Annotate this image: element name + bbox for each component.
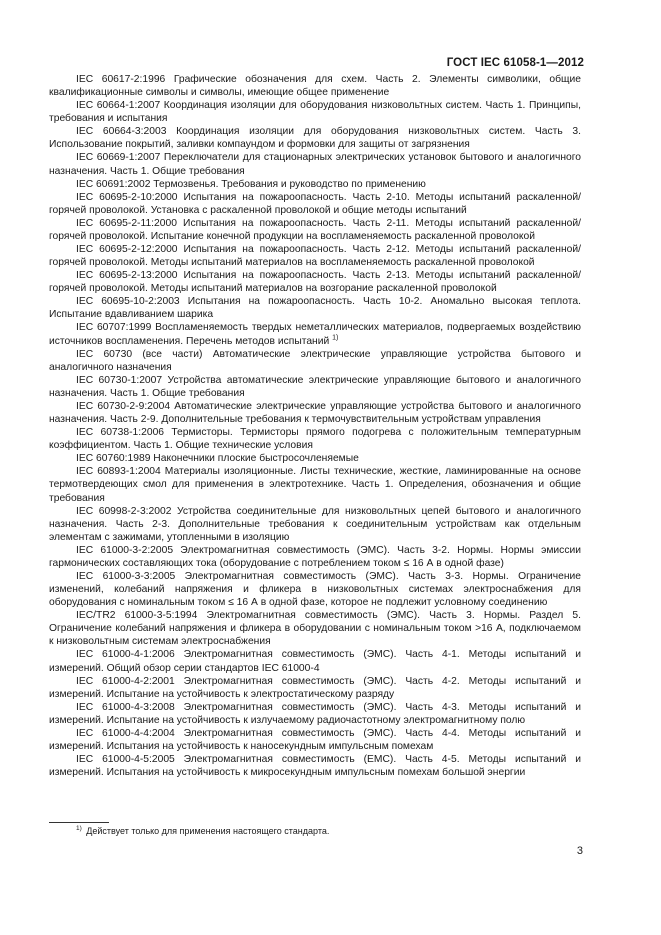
page-number: 3: [576, 845, 583, 857]
reference-item: IEC 60760:1989 Наконечники плоские быстросочленяемые: [76, 453, 359, 465]
reference-item: IEC 61000-4-5:2005 Электромагнитная совместимость (ЕМС). Часть 4-5. Методы испытаний и измерений. Испытания на устойчивость к микросекундным импульсным помехам большой энергии: [49, 754, 581, 779]
reference-item: IEC 60695-2-13:2000 Испытания на пожароопасность. Часть 2-13. Методы испытаний раскаленной/горячей проволокой. Методы испытаний материалов на возгорание раскаленной проволокой: [49, 270, 581, 295]
reference-item: IEC 61000-4-2:2001 Электромагнитная совместимость (ЭМС). Часть 4-2. Методы испытаний и измерений. Испытание на устойчивость к электростатическому разряду: [49, 675, 581, 700]
footnote-divider: [49, 822, 109, 823]
reference-item: IEC 60695-2-12:2000 Испытания на пожароопасность. Часть 2-12. Методы испытаний раскаленной/горячей проволокой. Методы испытаний материалов на воспламеняемость раскаленной проволокой: [49, 244, 581, 269]
reference-item: IEC/TR2 61000-3-5:1994 Электромагнитная совместимость (ЭМС). Часть 3. Нормы. Раздел 5. Ограничение колебаний напряжения и фликера в оборудовании с номинальным током >16 А, подключаемом к низковольтным системам электроснабжения: [49, 610, 581, 648]
reference-item: IEC 60695-2-10:2000 Испытания на пожароопасность. Часть 2-10. Методы испытаний раскаленной/горячей проволокой. Установка с раскаленной проволокой и общие методы испытаний: [49, 191, 581, 216]
reference-item: IEC 60695-10-2:2003 Испытания на пожароопасность. Часть 10-2. Аномально высокая теплота. Испытание вдавливанием шарика: [49, 296, 581, 321]
reference-item: [49, 321, 581, 347]
reference-item: IEC 60617-2:1996 Графические обозначения для схем. Часть 2. Элементы символики, общие квалификационные символы и символы, имеющие общее применение: [49, 74, 581, 99]
reference-item: IEC 60669-1:2007 Переключатели для стационарных электрических установок бытового и аналогичного назначения. Часть 1. Общие требования: [49, 152, 581, 177]
reference-item-text: IEC 60707:1999 Воспламеняемость твердых неметаллических материалов, подвергаемых воздействию источников воспламенения. Перечень методов испытаний: [49, 322, 581, 347]
reference-item: IEC 60738-1:2006 Термисторы. Термисторы прямого подогрева с положительным температурным коэффициентом. Часть 1. Общие технические условия: [49, 427, 581, 452]
reference-item: IEC 60695-2-11:2000 Испытания на пожароопасность. Часть 2-11. Методы испытаний раскаленной/горячей проволокой. Испытание конечной продукции на воспламеняемость раскаленной проволокой: [49, 217, 581, 242]
footnote-marker: 1): [76, 825, 82, 832]
normative-references-list: [49, 73, 581, 779]
footnote: [76, 826, 329, 837]
reference-item: IEC 60730-1:2007 Устройства автоматические электрические управляющие бытового и аналогичного назначения. Часть 1. Общие требования: [49, 374, 581, 399]
reference-item: IEC 61000-3-2:2005 Электромагнитная совместимость (ЭМС). Часть 3-2. Нормы. Нормы эмиссии гармонических составляющих тока (оборудование с потреблением током ≤ 16 А в одной фазе): [49, 544, 581, 569]
reference-item: IEC 60893-1:2004 Материалы изоляционные. Листы технические, жесткие, ламинированные на основе термотвердеющих смол для применения в электротехнике. Часть 1. Определения, обозначения и общие требования: [49, 466, 581, 504]
reference-item: IEC 60730-2-9:2004 Автоматические электрические управляющие устройства бытового и аналогичного назначения. Часть 2-9. Дополнительные требования к термочувствительным устройствам управления: [49, 400, 581, 426]
reference-item: IEC 60998-2-3:2002 Устройства соединительные для низковольтных цепей бытового и аналогичного назначения. Часть 2-3. Дополнительные требования к соединительным устройствам как отдельным элементам с зажимами, утопленными в изоляцию: [49, 505, 581, 543]
reference-item: IEC 61000-4-1:2006 Электромагнитная совместимость (ЭМС). Часть 4-1. Методы испытаний и измерений. Общий обзор серии стандартов IEC 61000-4: [49, 649, 581, 674]
reference-item: IEC 60730 (все части) Автоматические электрические управляющие устройства бытового и аналогичного назначения: [49, 348, 581, 373]
footnote-text: Действует только для применения настоящего стандарта.: [86, 826, 330, 836]
reference-item: IEC 61000-4-4:2004 Электромагнитная совместимость (ЭМС). Часть 4-4. Методы испытаний и измерений. Испытания на устойчивость к наносекундным импульсным помехам: [49, 727, 581, 752]
reference-item: IEC 61000-3-3:2005 Электромагнитная совместимость (ЭМС). Часть 3-3. Нормы. Ограничение изменений, колебаний напряжения и фликера в низковольтных системах электроснабжения для оборудования с номинальным током ≤ 16 А в одной фазе, которое не подлежит условному соединению: [49, 570, 581, 609]
reference-item: IEC 61000-4-3:2008 Электромагнитная совместимость (ЭМС). Часть 4-3. Методы испытаний и измерений. Испытание на устойчивость к излучаемому радиочастотному электромагнитному полю: [49, 701, 581, 726]
reference-item: IEC 60691:2002 Термозвенья. Требования и руководство по применению: [76, 178, 426, 190]
footnote-marker: 1): [332, 334, 339, 342]
document-header: ГОСТ IEC 61058-1—2012: [446, 57, 584, 69]
reference-item: IEC 60664-3:2003 Координация изоляции для оборудования низковольтных систем. Часть 3. Использование покрытий, заливки компаундом и формовки для защиты от загрязнения: [49, 126, 581, 151]
reference-item: IEC 60664-1:2007 Координация изоляции для оборудования низковольтных систем. Часть 1. Принципы, требования и испытания: [49, 100, 581, 125]
